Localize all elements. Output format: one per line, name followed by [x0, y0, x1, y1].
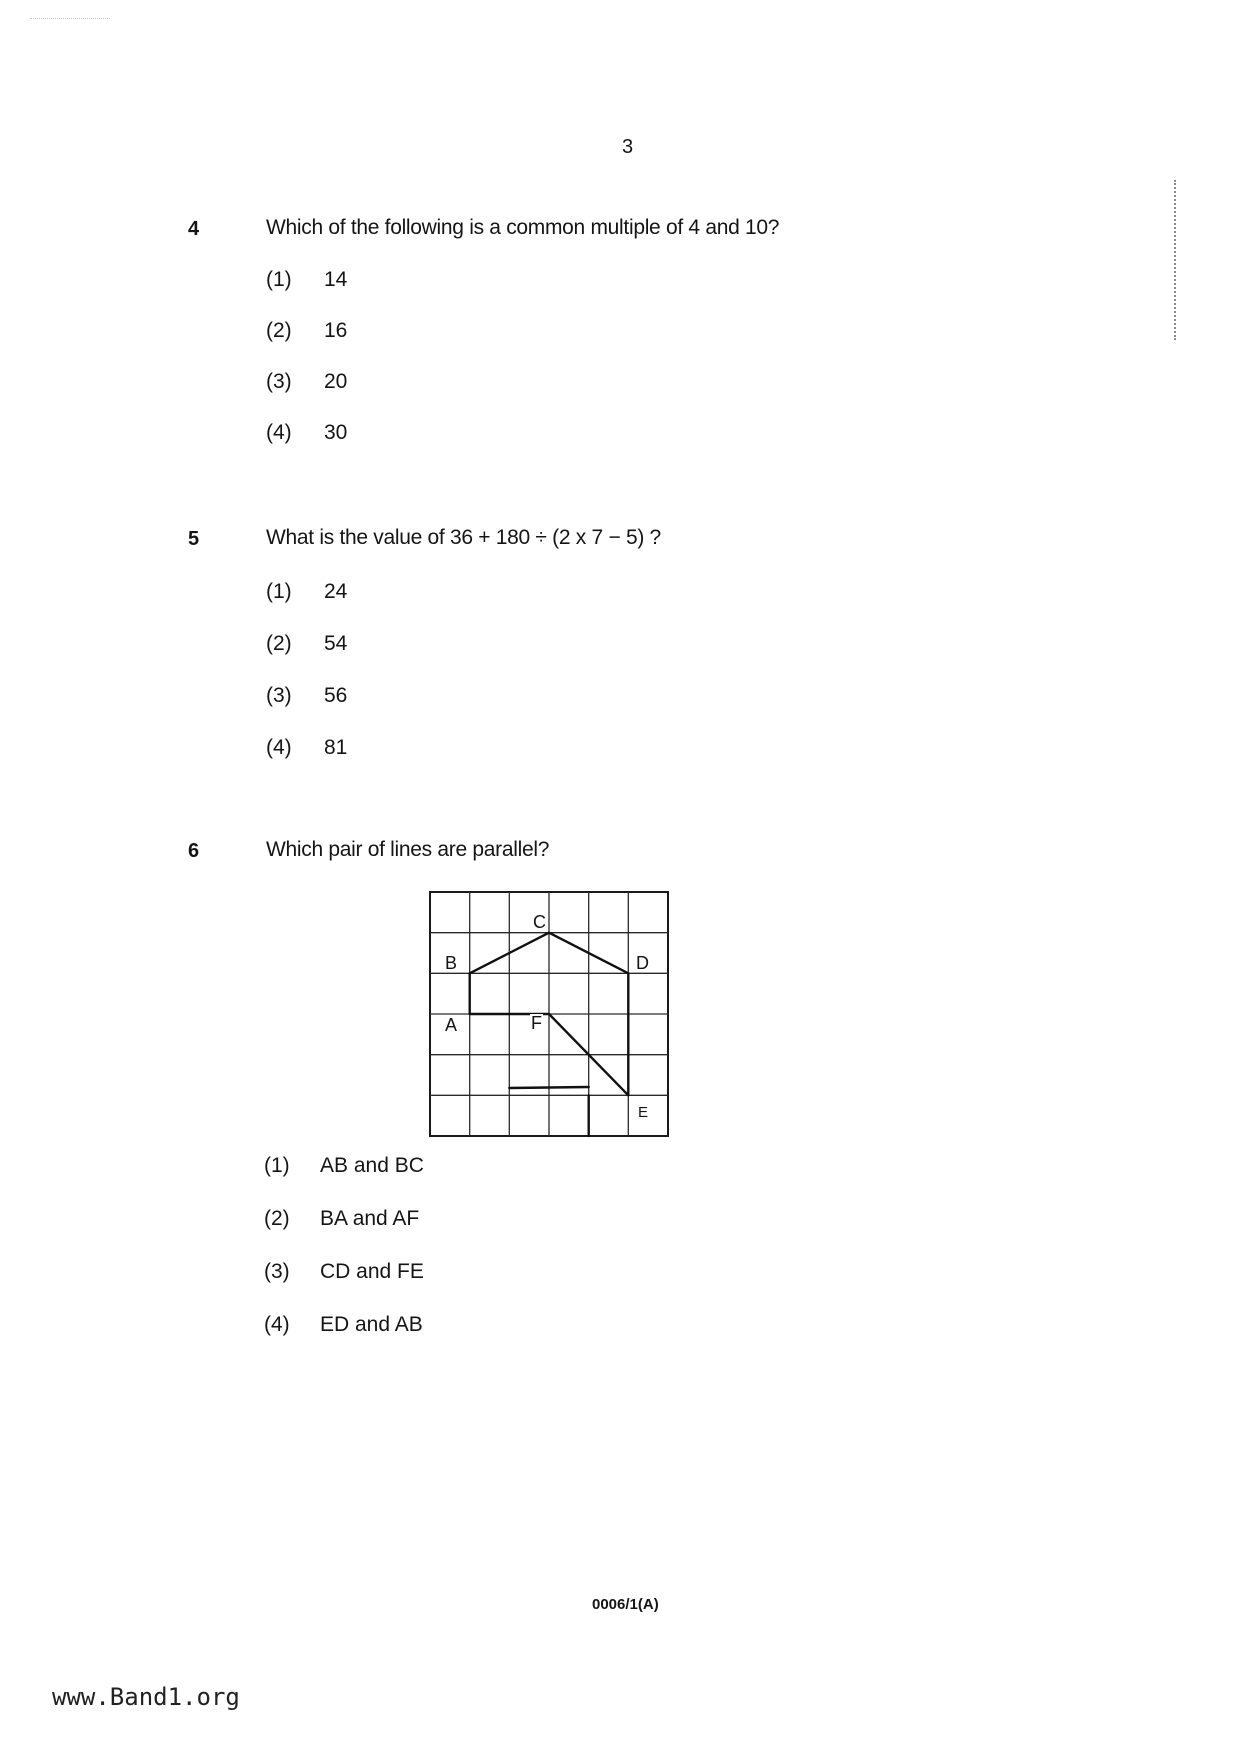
- scan-artifact: [30, 18, 110, 25]
- point-c-label: C: [533, 912, 546, 932]
- point-e-label: E: [638, 1104, 649, 1121]
- point-a-label: A: [445, 1015, 458, 1035]
- point-d-label: D: [636, 953, 649, 973]
- question-4-number: 4: [188, 218, 200, 240]
- margin-perforation: [1174, 180, 1176, 340]
- question-6-option-3-label: (3): [264, 1260, 290, 1283]
- point-b-label: B: [445, 953, 458, 973]
- question-6-option-1-value: AB and BC: [320, 1154, 424, 1177]
- question-4-text: Which of the following is a common multiple of 4 and 10?: [266, 216, 780, 239]
- question-5-number: 5: [188, 528, 200, 550]
- question-5-text: What is the value of 36 + 180 ÷ (2 x 7 − 5) ?: [266, 526, 661, 549]
- question-4-option-3-label: (3): [266, 370, 292, 393]
- question-5-option-4-label: (4): [266, 736, 292, 759]
- question-6-option-4-value: ED and AB: [320, 1313, 423, 1336]
- paper-code: 0006/1(A): [592, 1596, 659, 1613]
- question-5-option-4-value: 81: [324, 736, 348, 759]
- question-5-option-2-label: (2): [266, 632, 292, 655]
- question-4-option-2-label: (2): [266, 319, 292, 342]
- scan-stroke: [509, 1087, 588, 1088]
- question-5-option-3-value: 56: [324, 684, 348, 707]
- website-watermark: www.Band1.org: [52, 1683, 240, 1711]
- question-6-option-3-value: CD and FE: [320, 1260, 424, 1283]
- question-6-option-4-label: (4): [264, 1313, 290, 1336]
- parallel-lines-diagram: [428, 890, 672, 1140]
- question-6-option-1-label: (1): [264, 1154, 290, 1177]
- question-6-text: Which pair of lines are parallel?: [266, 838, 550, 861]
- question-6-option-2-label: (2): [264, 1207, 290, 1230]
- question-5-option-1-value: 24: [324, 580, 348, 603]
- question-5-option-2-value: 54: [324, 632, 348, 655]
- question-5-option-1-label: (1): [266, 580, 292, 603]
- question-4-option-1-label: (1): [266, 268, 292, 291]
- grid-figure: [428, 890, 672, 1140]
- point-f-label: F: [531, 1013, 542, 1033]
- question-4-option-4-value: 30: [324, 421, 348, 444]
- question-4-option-2-value: 16: [324, 319, 348, 342]
- question-4-option-3-value: 20: [324, 370, 348, 393]
- question-6-number: 6: [188, 840, 200, 862]
- question-6-option-2-value: BA and AF: [320, 1207, 420, 1230]
- question-4-option-1-value: 14: [324, 268, 348, 291]
- question-4-option-4-label: (4): [266, 421, 292, 444]
- question-5-option-3-label: (3): [266, 684, 292, 707]
- page-number: 3: [622, 136, 634, 158]
